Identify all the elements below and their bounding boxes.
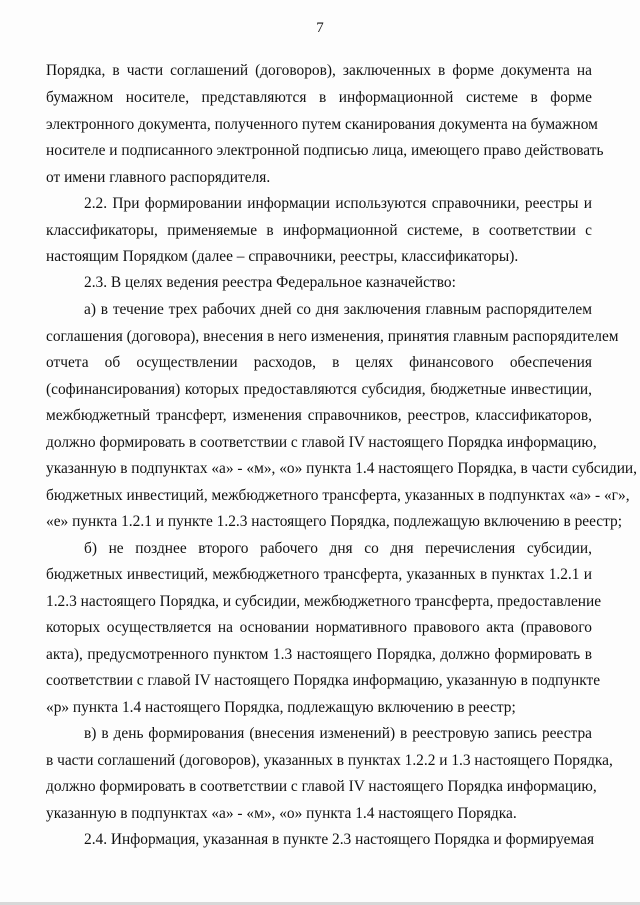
text-line-23: акта), предусмотренного пунктом 1.3 настоящего Порядка, должно формировать в [46,646,592,663]
text-line-9: 2.3. В целях ведения реестра Федеральное казначейство: [84,274,456,291]
text-line-27: в части соглашений (договоров), указанных в пунктах 1.2.2 и 1.3 настоящего Порядка, [46,752,613,769]
text-line-21: 1.2.3 настоящего Порядка, и субсидии, межбюджетного трансферта, предоставление [46,593,602,610]
text-line-5: от имени главного распорядителя. [46,169,271,186]
text-line-25: «р» пункта 1.4 настоящего Порядка, подлежащую включению в реестр; [46,699,516,716]
text-line-4: носителе и подписанного электронной подписью лица, имеющего право действовать [46,142,604,159]
text-line-13: (софинансирования) которых предоставляются субсидия, бюджетные инвестиции, [46,381,592,398]
text-line-12: отчета об осуществлении расходов, в целях финансового обеспечения [46,354,592,371]
text-line-24: соответствии с главой IV настоящего Порядка информацию, указанную в подпункте [46,672,601,689]
text-line-26: в) в день формирования (внесения изменений) в реестровую запись реестра [84,725,592,742]
text-line-3: электронного документа, полученного путем сканирования документа на бумажном [46,116,598,133]
text-line-14: межбюджетный трансферт, изменения справочников, реестров, классификаторов, [46,407,592,424]
text-line-30: 2.4. Информация, указанная в пункте 2.3 настоящего Порядка и формируемая [84,831,595,848]
text-line-1: Порядка, в части соглашений (договоров), заключенных в форме документа на [46,62,592,79]
text-line-6: 2.2. При формировании информации используются справочники, реестры и [84,195,592,212]
text-line-17: бюджетных инвестиций, межбюджетного трансферта, указанных в подпунктах «а» - «г», [46,487,630,504]
text-line-28: должно формировать в соответствии с главой IV настоящего Порядка информацию, [46,778,597,795]
text-line-19: б) не позднее второго рабочего дня со дня перечисления субсидии, [84,540,592,557]
text-line-16: указанную в подпунктах «а» - «м», «о» пункта 1.4 настоящего Порядка, в части субсидии, [46,460,638,477]
text-line-7: классификаторы, применяемые в информационной системе, в соответствии с [46,222,592,239]
text-line-8: настоящим Порядком (далее – справочники, реестры, классификаторы). [46,248,519,265]
text-line-11: соглашения (договора), внесения в него изменения, принятия главным распорядителем [46,328,619,345]
text-line-22: которых осуществляется на основании нормативного правового акта (правового [46,619,592,636]
page-number: 7 [316,20,324,36]
text-line-15: должно формировать в соответствии с главой IV настоящего Порядка информацию, [46,434,597,451]
text-line-29: указанную в подпунктах «а» - «м», «о» пункта 1.4 настоящего Порядка. [46,805,517,822]
text-line-10: а) в течение трех рабочих дней со дня заключения главным распорядителем [84,301,592,318]
text-line-2: бумажном носителе, представляются в информационной системе в форме [46,89,592,106]
text-line-20: бюджетных инвестиций, межбюджетного трансферта, указанных в пунктах 1.2.1 и [46,566,592,583]
text-line-18: «е» пункта 1.2.1 и пункте 1.2.3 настоящего Порядка, подлежащую включению в реестр; [46,513,623,530]
